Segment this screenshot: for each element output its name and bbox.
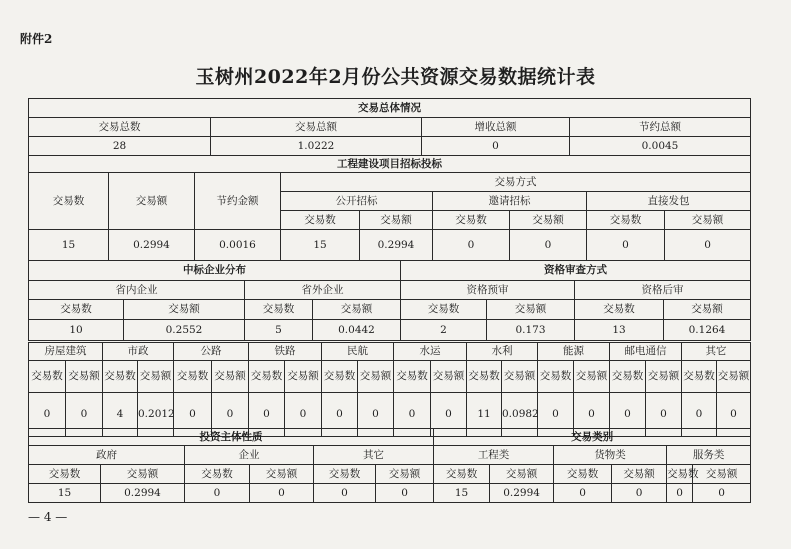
- group-goods: 货物类: [554, 446, 667, 465]
- pre-review-count: 2: [401, 320, 487, 341]
- group-services: 服务类: [667, 446, 751, 465]
- industry-amount-header: 交易额: [285, 361, 322, 393]
- municipal-amount: 0.2012: [138, 393, 174, 437]
- inv-amount-header: 交易额: [376, 465, 434, 484]
- dist-amount-header: 交易额: [124, 300, 245, 320]
- post-review-count: 13: [575, 320, 664, 341]
- engineering-count-value: 15: [29, 230, 109, 261]
- group-other: 其它: [314, 446, 434, 465]
- method-invited-tender: 邀请招标: [433, 192, 587, 211]
- page-number: — 4 —: [28, 510, 68, 524]
- dist-count-header: 交易数: [29, 300, 124, 320]
- dist-amount-header: 交易额: [313, 300, 401, 320]
- enterprise-amount: 0: [250, 484, 314, 503]
- engineering-saving-header: 节约金额: [195, 173, 281, 230]
- overall-col-amount: 交易总额: [211, 118, 422, 137]
- railway-count: 0: [249, 393, 285, 437]
- inv-count-header: 交易数: [29, 465, 101, 484]
- dist-count-header: 交易数: [245, 300, 313, 320]
- group-enterprise: 企业: [185, 446, 314, 465]
- overall-col-count: 交易总数: [29, 118, 211, 137]
- energy-amount: 0: [574, 393, 610, 437]
- out-province-amount: 0.0442: [313, 320, 401, 341]
- services-type-amount: 0: [693, 484, 751, 503]
- direct-count-value: 0: [587, 230, 665, 261]
- in-province-count: 10: [29, 320, 124, 341]
- post-review-amount: 0.1264: [664, 320, 751, 341]
- municipal-count: 4: [103, 393, 138, 437]
- industry-count-header: 交易数: [29, 361, 66, 393]
- group-engineering: 工程类: [434, 446, 554, 465]
- goods-type-amount: 0: [612, 484, 667, 503]
- direct-amount-value: 0: [665, 230, 751, 261]
- industry-amount-header: 交易额: [431, 361, 467, 393]
- water-conservancy-count: 11: [467, 393, 502, 437]
- pre-review-amount: 0.173: [487, 320, 575, 341]
- open-count-header: 交易数: [281, 211, 360, 230]
- invited-amount-header: 交易额: [510, 211, 587, 230]
- inv-amount-header: 交易额: [490, 465, 554, 484]
- industry-count-header: 交易数: [538, 361, 574, 393]
- overall-count-value: 28: [29, 137, 211, 156]
- industry-amount-header: 交易额: [212, 361, 249, 393]
- civil-aviation-amount: 0: [358, 393, 394, 437]
- trade-method-header: 交易方式: [281, 173, 751, 192]
- industry-count-header: 交易数: [394, 361, 431, 393]
- trade-category-header: 交易类别: [434, 429, 751, 446]
- industry-housing: 房屋建筑: [29, 343, 103, 361]
- civil-aviation-count: 0: [322, 393, 358, 437]
- method-direct-contract: 直接发包: [587, 192, 751, 211]
- industry-table: [28, 342, 751, 437]
- overall-col-saving: 节约总额: [570, 118, 751, 137]
- enterprise-count: 0: [185, 484, 250, 503]
- industry-amount-header: 交易额: [138, 361, 174, 393]
- open-amount-value: 0.2994: [360, 230, 433, 261]
- inv-amount-header: 交易额: [693, 465, 751, 484]
- industry-count-header: 交易数: [467, 361, 502, 393]
- industry-amount-header: 交易额: [574, 361, 610, 393]
- investment-subject-header: 投资主体性质: [29, 429, 434, 446]
- industry-railway: 铁路: [249, 343, 322, 361]
- industry-municipal: 市政: [103, 343, 174, 361]
- open-amount-header: 交易额: [360, 211, 433, 230]
- page-title: 玉树州2022年2月份公共资源交易数据统计表: [195, 66, 596, 88]
- inv-count-header: 交易数: [185, 465, 250, 484]
- government-amount: 0.2994: [101, 484, 185, 503]
- in-province-amount: 0.2552: [124, 320, 245, 341]
- highway-amount: 0: [212, 393, 249, 437]
- other-count: 0: [682, 393, 717, 437]
- dist-amount-header: 交易额: [487, 300, 575, 320]
- inv-count-header: 交易数: [667, 465, 693, 484]
- industry-count-header: 交易数: [682, 361, 717, 393]
- engineering-count-header: 交易数: [29, 173, 109, 230]
- overall-saving-value: 0.0045: [570, 137, 751, 156]
- post-telecom-count: 0: [610, 393, 646, 437]
- review-method-header: 资格审查方式: [401, 261, 751, 281]
- services-type-count: 0: [667, 484, 693, 503]
- industry-amount-header: 交易额: [717, 361, 751, 393]
- industry-count-header: 交易数: [103, 361, 138, 393]
- water-transport-count: 0: [394, 393, 431, 437]
- direct-count-header: 交易数: [587, 211, 665, 230]
- housing-amount: 0: [66, 393, 103, 437]
- industry-amount-header: 交易额: [502, 361, 538, 393]
- water-transport-amount: 0: [431, 393, 467, 437]
- investment-table: [28, 428, 751, 503]
- inv-amount-header: 交易额: [101, 465, 185, 484]
- other-amount: 0: [717, 393, 751, 437]
- highway-count: 0: [174, 393, 212, 437]
- overall-table: [28, 98, 751, 156]
- invited-count-value: 0: [433, 230, 510, 261]
- railway-amount: 0: [285, 393, 322, 437]
- industry-water-conservancy: 水利: [467, 343, 538, 361]
- industry-highway: 公路: [174, 343, 249, 361]
- industry-energy: 能源: [538, 343, 610, 361]
- attachment-label: 附件2: [20, 32, 53, 46]
- group-pre-review: 资格预审: [401, 281, 575, 300]
- inv-count-header: 交易数: [434, 465, 490, 484]
- goods-type-count: 0: [554, 484, 612, 503]
- group-out-province: 省外企业: [245, 281, 401, 300]
- method-open-tender: 公开招标: [281, 192, 433, 211]
- invited-count-header: 交易数: [433, 211, 510, 230]
- industry-count-header: 交易数: [322, 361, 358, 393]
- inv-count-header: 交易数: [554, 465, 612, 484]
- group-post-review: 资格后审: [575, 281, 751, 300]
- dist-count-header: 交易数: [575, 300, 664, 320]
- industry-count-header: 交易数: [174, 361, 212, 393]
- industry-count-header: 交易数: [249, 361, 285, 393]
- overall-header: 交易总体情况: [29, 99, 751, 118]
- engineering-amount-header: 交易额: [109, 173, 195, 230]
- overall-col-increase: 增收总额: [422, 118, 570, 137]
- industry-amount-header: 交易额: [66, 361, 103, 393]
- dist-count-header: 交易数: [401, 300, 487, 320]
- open-count-value: 15: [281, 230, 360, 261]
- other-subject-amount: 0: [376, 484, 434, 503]
- dist-amount-header: 交易额: [664, 300, 751, 320]
- invited-amount-value: 0: [510, 230, 587, 261]
- engineering-amount-value: 0.2994: [109, 230, 195, 261]
- inv-count-header: 交易数: [314, 465, 376, 484]
- overall-amount-value: 1.0222: [211, 137, 422, 156]
- industry-civil-aviation: 民航: [322, 343, 394, 361]
- out-province-count: 5: [245, 320, 313, 341]
- industry-other: 其它: [682, 343, 751, 361]
- engineering-saving-value: 0.0016: [195, 230, 281, 261]
- inv-amount-header: 交易额: [250, 465, 314, 484]
- energy-count: 0: [538, 393, 574, 437]
- industry-post-telecom: 邮电通信: [610, 343, 682, 361]
- group-in-province: 省内企业: [29, 281, 245, 300]
- industry-amount-header: 交易额: [358, 361, 394, 393]
- direct-amount-header: 交易额: [665, 211, 751, 230]
- engineering-type-amount: 0.2994: [490, 484, 554, 503]
- housing-count: 0: [29, 393, 66, 437]
- group-government: 政府: [29, 446, 185, 465]
- industry-count-header: 交易数: [610, 361, 646, 393]
- winner-distribution-header: 中标企业分布: [29, 261, 401, 281]
- distribution-table: [28, 260, 751, 341]
- industry-water-transport: 水运: [394, 343, 467, 361]
- engineering-table: [28, 155, 751, 261]
- overall-increase-value: 0: [422, 137, 570, 156]
- government-count: 15: [29, 484, 101, 503]
- other-subject-count: 0: [314, 484, 376, 503]
- water-conservancy-amount: 0.0982: [502, 393, 538, 437]
- engineering-header: 工程建设项目招标投标: [29, 156, 751, 173]
- industry-amount-header: 交易额: [646, 361, 682, 393]
- post-telecom-amount: 0: [646, 393, 682, 437]
- inv-amount-header: 交易额: [612, 465, 667, 484]
- engineering-type-count: 15: [434, 484, 490, 503]
